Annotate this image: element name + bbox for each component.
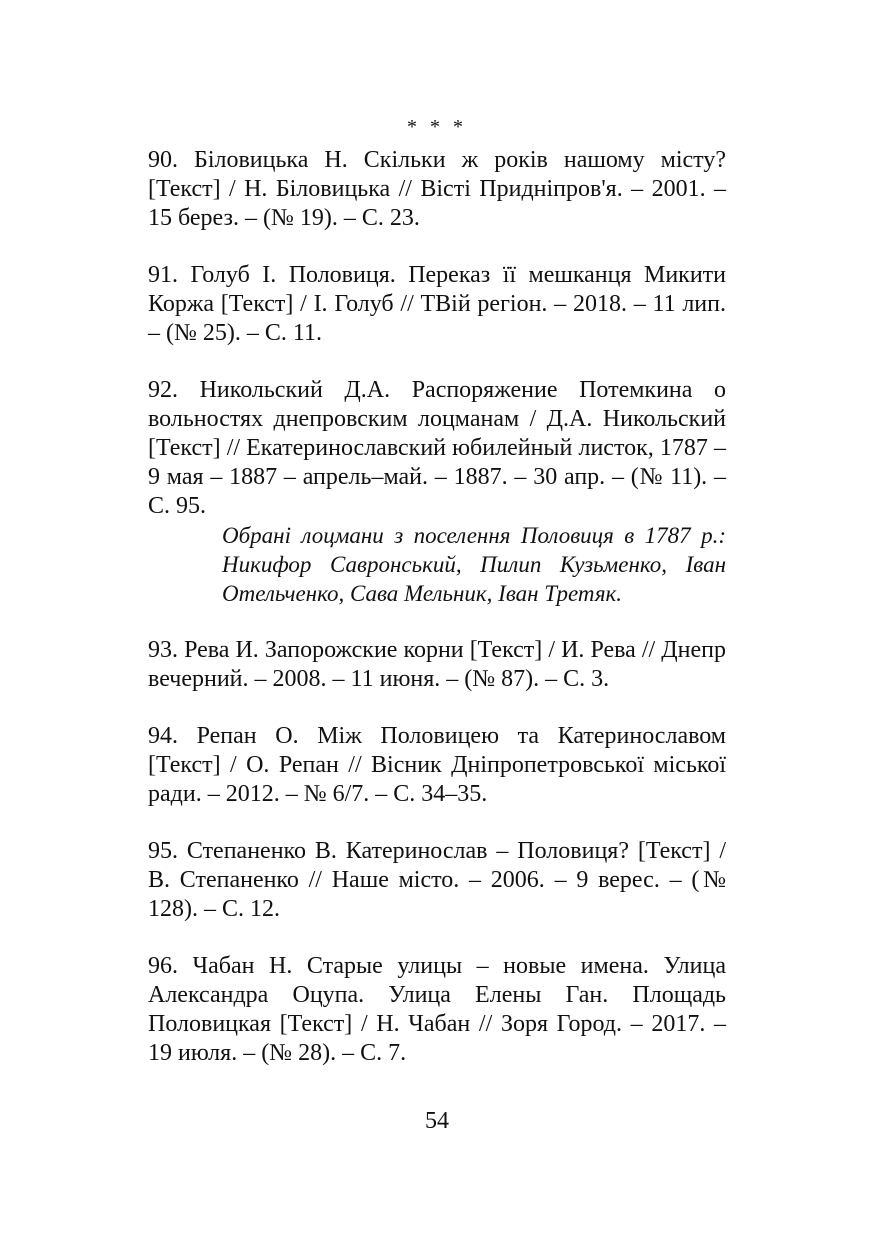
bibliography-entry-93: 93. Рева И. Запорожские корни [Текст] / И. Рева // Днепр вечерний. – 2008. – 11 июня. – (№ 87). – С. 3.: [148, 637, 726, 692]
bibliography-entry-96: 96. Чабан Н. Старые улицы – новые имена. Улица Александра Оцупа. Улица Елены Ган. Площадь Половицкая [Текст] / Н. Чабан // Зоря Город. – 2017. – 19 июля. – (№ 28). – С. 7.: [148, 953, 726, 1066]
page-number: 54: [425, 1108, 449, 1134]
bibliography-annotation-92: Обрані лоцмани з поселення Половиця в 1787 р.: Никифор Савронський, Пилип Кузьменко, Іван Отельченко, Сава Мельник, Іван Третяк.: [222, 523, 726, 606]
bibliography-entry-90: 90. Біловицька Н. Скільки ж років нашому місту? [Текст] / Н. Біловицька // Вісті Придніпров'я. – 2001. – 15 берез. – (№ 19). – С. 23.: [148, 147, 726, 231]
section-separator: * * *: [407, 116, 467, 138]
bibliography-entry-91: 91. Голуб І. Половиця. Переказ її мешканця Микити Коржа [Текст] / І. Голуб // ТВій регіон. – 2018. – 11 лип. – (№ 25). – С. 11.: [148, 262, 726, 346]
bibliography-entry-94: 94. Репан О. Між Половицею та Катеринославом [Текст] / О. Репан // Вісник Дніпропетровської міської ради. – 2012. – № 6/7. – С. 34–35.: [148, 723, 726, 807]
bibliography-entry-95: 95. Степаненко В. Катеринослав – Половиця? [Текст] / В. Степаненко // Наше місто. – 2006. – 9 верес. – (№ 128). – С. 12.: [148, 838, 726, 922]
bibliography-list: [148, 146, 726, 1096]
bibliography-entry-92: 92. Никольский Д.А. Распоряжение Потемкина о вольностях днепровским лоцманам / Д.А. Никольский [Текст] // Екатеринославский юбилейный листок, 1787 – 9 мая – 1887 – апрель–май. – 1887. – 30 апр. – (№ 11). – С. 95.: [148, 377, 726, 519]
